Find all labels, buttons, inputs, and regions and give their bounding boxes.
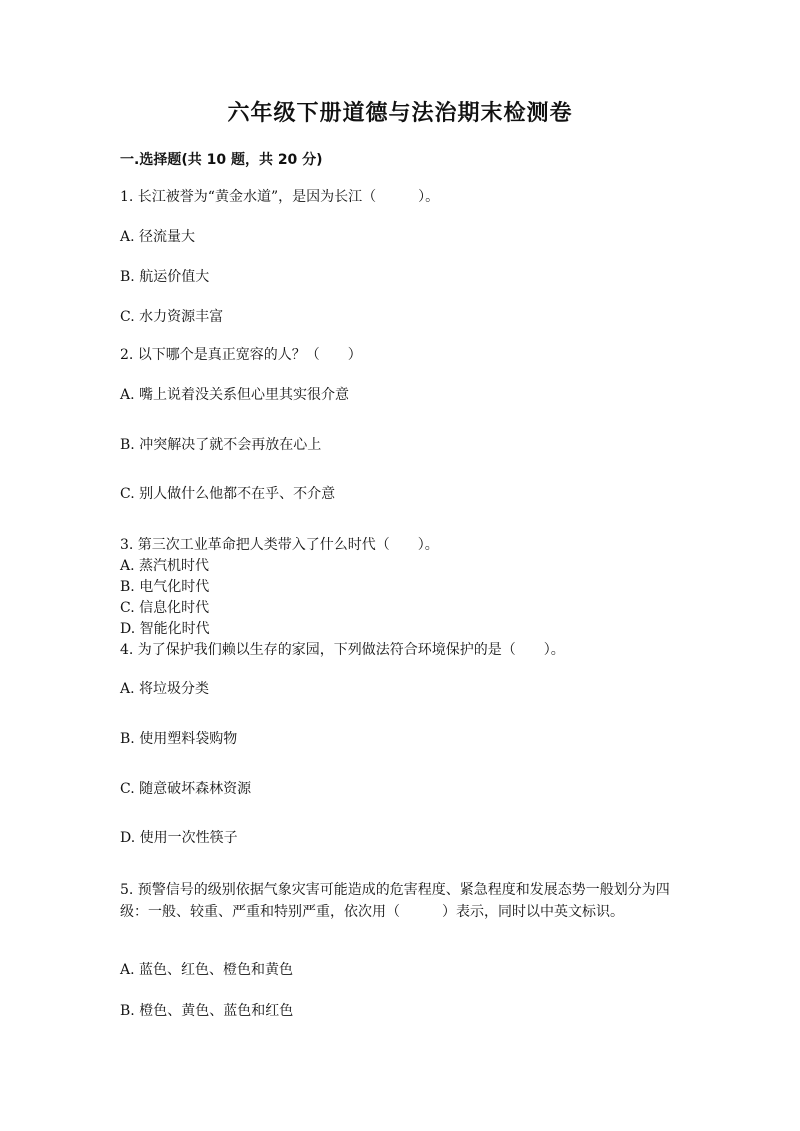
question-2-option-b: B. 冲突解决了就不会再放在心上 — [120, 437, 322, 453]
question-3-option-b: B. 电气化时代 — [120, 579, 210, 595]
section-title: 一.选择题(共 10 题，共 20 分) — [120, 152, 323, 168]
question-2-option-c: C. 别人做什么他都不在乎、不介意 — [120, 486, 336, 502]
question-3-stem: 3. 第三次工业革命把人类带入了什么时代（ ）。 — [120, 537, 439, 553]
question-3-option-d: D. 智能化时代 — [120, 621, 210, 637]
question-2-option-a: A. 嘴上说着没关系但心里其实很介意 — [120, 387, 350, 403]
question-4-option-b: B. 使用塑料袋购物 — [120, 731, 238, 747]
question-5-stem: 5. 预警信号的级别依据气象灾害可能造成的危害程度、紧急程度和发展态势一般划分为四级：一般、较重、严重和特别严重，依次用（ ）表示，同时以中英文标识。 — [120, 882, 670, 920]
question-3-option-a: A. 蒸汽机时代 — [120, 558, 210, 574]
question-5-option-b: B. 橙色、黄色、蓝色和红色 — [120, 1003, 294, 1019]
question-4-option-d: D. 使用一次性筷子 — [120, 830, 238, 846]
question-1-option-b: B. 航运价值大 — [120, 269, 210, 285]
question-5-option-a: A. 蓝色、红色、橙色和黄色 — [120, 962, 294, 978]
question-4-stem: 4. 为了保护我们赖以生存的家园，下列做法符合环境保护的是（ ）。 — [120, 642, 565, 658]
question-3-option-c: C. 信息化时代 — [120, 600, 210, 616]
question-2-stem: 2. 以下哪个是真正宽容的人？（ ） — [120, 347, 362, 363]
page-title: 六年级下册道德与法治期末检测卷 — [227, 101, 573, 126]
question-4-option-a: A. 将垃圾分类 — [120, 681, 210, 697]
question-1-option-a: A. 径流量大 — [120, 229, 196, 245]
question-1-stem: 1. 长江被誉为“黄金水道”，是因为长江（ ）。 — [120, 189, 440, 205]
question-1-option-c: C. 水力资源丰富 — [120, 309, 224, 325]
question-4-option-c: C. 随意破坏森林资源 — [120, 781, 252, 797]
